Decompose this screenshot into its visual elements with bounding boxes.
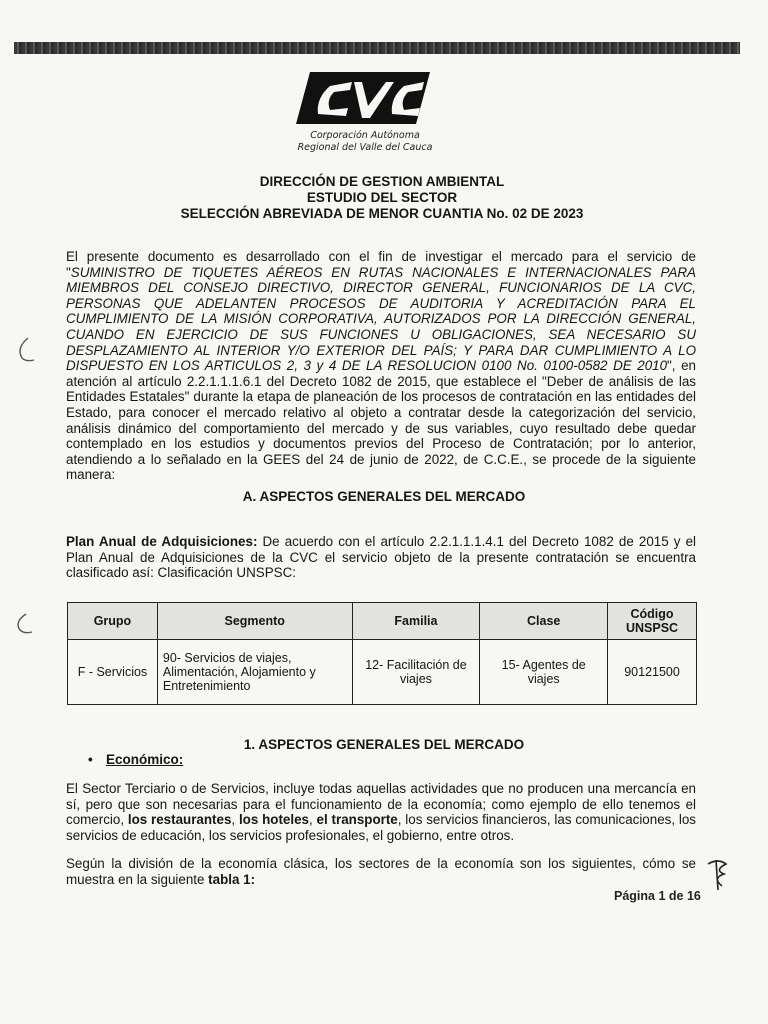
table-header-cell: Segmento: [157, 603, 352, 640]
table-cell-familia: 12- Facilitación de viajes: [352, 640, 480, 705]
table-header-cell: Clase: [480, 603, 608, 640]
plan-text: De acuerdo con el artículo 2.2.1.1.1.4.1 del Decreto 1082 de 2015 y el Plan Anual de Adquisiciones de la CVC el servicio objeto de la presente contratación se encuentra clasificado así: Clasificación UNSPSC:: [66, 534, 696, 581]
header-line1: DIRECCIÓN DE GESTION AMBIENTAL: [259, 174, 505, 189]
initials-signature: [704, 856, 732, 892]
table-header-row: [68, 603, 697, 640]
plan-paragraph: [66, 534, 696, 581]
table-cell-clase: 15- Agentes de viajes: [480, 640, 608, 705]
table-cell-segmento: 90- Servicios de viajes, Alimentación, Alojamiento y Entretenimiento: [157, 640, 352, 705]
page-number: Página 1 de 16: [614, 889, 701, 903]
economic-bold-term: los restaurantes: [127, 812, 232, 828]
economic-text: ,: [309, 812, 317, 828]
table-header-cell: Familia: [352, 603, 480, 640]
table-cell-codigo: 90121500: [608, 640, 697, 705]
economic-text: Según la división de la economía clásica, los sectores de la economía son los siguientes, cómo se muestra en la siguiente: [66, 856, 696, 887]
cvc-logo-subtitle: [290, 130, 440, 154]
plan-label: Plan Anual de Adquisiciones:: [66, 534, 258, 549]
section-a-title: A. ASPECTOS GENERALES DEL MERCADO: [242, 489, 526, 504]
economic-heading: Económico:: [106, 752, 184, 767]
economic-bold-term: el transporte: [316, 812, 398, 828]
economic-text: El Sector Terciario o de Servicios, incluye todas aquellas actividades que no producen una mercancía en sí, pero que son necesarias para el funcionamiento de la economía; como ejemplo de ello tenemos el comercio,: [66, 781, 696, 828]
scan-top-border: [14, 42, 740, 54]
section-1-title: 1. ASPECTOS GENERALES DEL MERCADO: [243, 737, 525, 752]
logo-subtitle-line1: Corporación Autónoma: [310, 130, 420, 141]
unspsc-table: [67, 602, 697, 705]
intro-rest: ", en atención al artículo 2.2.1.1.1.6.1 del Decreto 1082 de 2015, que establece el "Deber de análisis de las Entidades Estatales" durante la etapa de planeación de los procesos de contratación en las entidades del Estado, para conocer el mercado relativo al objeto a contratar desde la categorización del servicio, análisis dinámico del comportamiento del mercado y de sus variables, cuyo resultado debe quedar contemplado en los estudios y documentos previos del Proceso de Contratación; por lo anterior, atendiendo a lo señalado en la GEES del 24 de junio de 2022, de C.C.E., se procede de la siguiente manera:: [66, 358, 696, 483]
header-line3: SELECCIÓN ABREVIADA DE MENOR CUANTIA No. 02 DE 2023: [180, 206, 584, 221]
economic-paragraph-2: [66, 856, 696, 887]
table-row: [68, 640, 697, 705]
table-header-cell: Código UNSPSC: [608, 603, 697, 640]
intro-service-name: SUMINISTRO DE TIQUETES AÉREOS EN RUTAS NACIONALES E INTERNACIONALES PARA MIEMBROS DEL CONSEJO DIRECTIVO, DIRECTOR GENERAL, FUNCIONARIOS DE LA CVC, PERSONAS QUE ADELANTEN PROCESOS DE AUDITORIA Y ACREDITACIÓN PARA EL CUMPLIMIENTO DE LA MISIÓN CORPORATIVA, AUTORIZADOS POR LA DIRECCIÓN GENERAL, CUANDO EN EJERCICIO DE SUS FUNCIONES U OBLIGACIONES, SEA NECESARIO SU DESPLAZAMIENTO AL INTERIOR Y/O EXTERIOR DEL PAÍS; Y PARA DAR CUMPLIMIENTO A LO DISPUESTO EN LOS ARTICULOS 2, 3 y 4 DE LA RESOLUCION 0100 No. 0100-0582 DE 2010: [66, 264, 696, 374]
hole-punch-mark: [12, 612, 36, 636]
cvc-logo: [290, 68, 440, 162]
economic-paragraph-1: [66, 781, 696, 843]
hole-punch-mark: [14, 336, 38, 364]
economic-text: ,: [231, 812, 239, 828]
intro-lead: El presente documento es desarrollado con el fin de investigar el mercado para el servicio de ": [66, 249, 696, 280]
economic-bullet: [88, 752, 183, 768]
bullet-dot: •: [88, 752, 93, 767]
logo-subtitle-line2: Regional del Valle del Cauca: [297, 142, 433, 153]
economic-bold-term: los hoteles: [238, 812, 309, 828]
table-cell-grupo: F - Servicios: [68, 640, 158, 705]
economic-text: , los servicios financieros, las comunicaciones, los servicios de educación, los servicios profesionales, el gobierno, entre otros.: [66, 812, 696, 843]
table-header-cell: Grupo: [68, 603, 158, 640]
cvc-logo-mark: [296, 68, 434, 128]
intro-paragraph: [66, 249, 696, 483]
table-reference: tabla 1:: [208, 871, 256, 887]
header-line2: ESTUDIO DEL SECTOR: [306, 190, 458, 205]
